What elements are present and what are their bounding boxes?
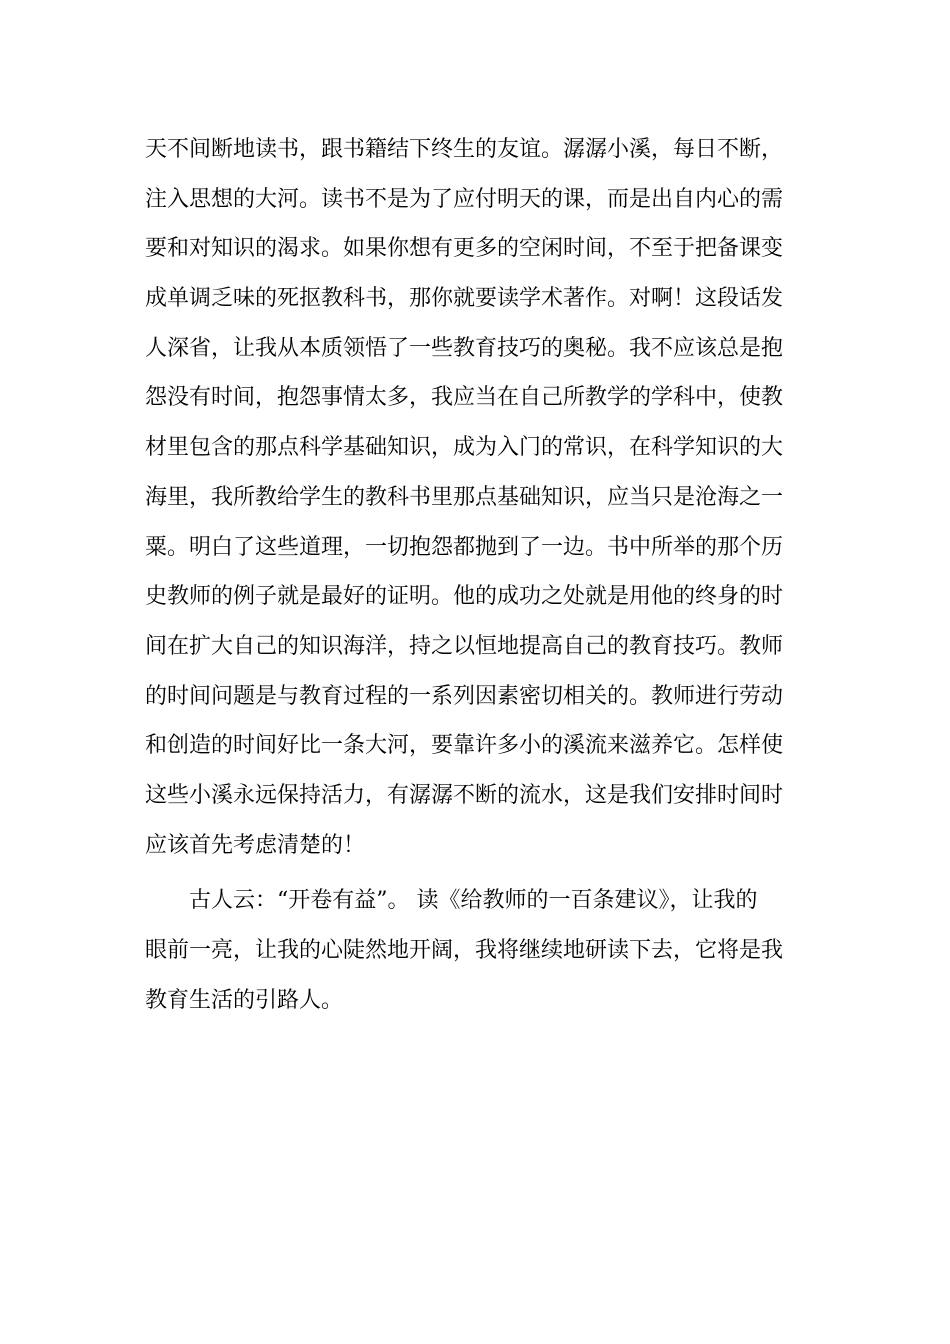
text-line: 材里包含的那点科学基础知识，成为入门的常识，在科学知识的大 [145,435,784,461]
text-line: 史教师的例子就是最好的证明。他的成功之处就是用他的终身的时 [145,584,784,610]
text-line: 间在扩大自己的知识海洋，持之以恒地提高自己的教育技巧。教师 [145,633,784,659]
text-line: 这些小溪永远保持活力，有潺潺不断的流水，这是我们安排时间时 [145,782,784,808]
text-line: 教育生活的引路人。 [145,987,344,1013]
text-line: 古人云：“开卷有益”。 读《给教师的一百条建议》，让我的 [189,888,758,914]
text-line: 眼前一亮，让我的心陡然地开阔，我将继续地研读下去，它将是我 [145,938,784,963]
text-line: 应该首先考虑清楚的！ [145,832,366,858]
text-line: 成单调乏味的死抠教科书，那你就要读学术著作。对啊！这段话发 [145,286,784,312]
text-line: 海里，我所教给学生的教科书里那点基础知识，应当只是沧海之一 [145,484,784,510]
text-line: 注入思想的大河。读书不是为了应付明天的课，而是出自内心的需 [145,186,784,212]
text-line: 和创造的时间好比一条大河，要靠许多小的溪流来滋养它。怎样使 [145,733,784,759]
text-line: 的时间问题是与教育过程的一系列因素密切相关的。教师进行劳动 [145,683,784,709]
text-line: 人深省，让我从本质领悟了一些教育技巧的奥秘。我不应该总是抱 [145,335,784,361]
text-line: 怨没有时间，抱怨事情太多，我应当在自己所教学的学科中，使教 [145,385,784,411]
text-line: 粟。明白了这些道理，一切抱怨都抛到了一边。书中所举的那个历 [145,534,784,560]
paragraph-2 [145,879,815,1028]
text-line: 天不间断地读书，跟书籍结下终生的友谊。潺潺小溪，每日不断， [145,137,784,162]
text-line: 要和对知识的渴求。如果你想有更多的空闲时间，不至于把备课变 [145,236,784,262]
document-body [145,128,815,1028]
paragraph-1 [145,128,815,873]
